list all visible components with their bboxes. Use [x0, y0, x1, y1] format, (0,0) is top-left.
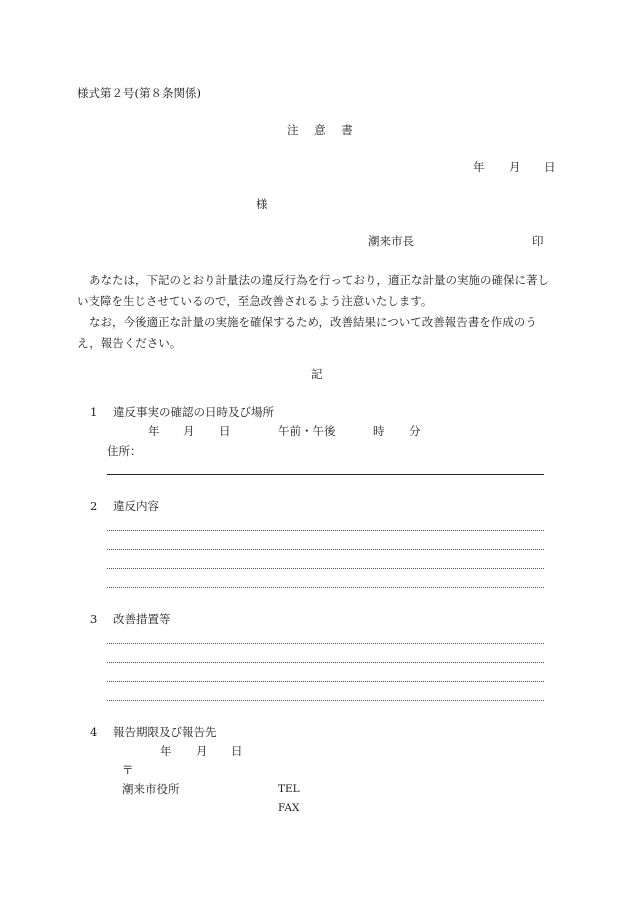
office-name: 潮来市役所	[122, 782, 180, 796]
section-2-dotted-line	[107, 568, 544, 569]
tel-label: TEL	[278, 783, 300, 795]
date-year: 年	[473, 160, 485, 174]
date-month: 月	[509, 160, 521, 174]
section-4-number: 4	[90, 725, 98, 739]
section-4-title: 報告期限及び報告先	[113, 725, 217, 739]
body-paragraph-2: なお，今後適正な計量の実施を確保するため，改善結果について改善報告書を作成のうえ，報告ください。	[77, 315, 537, 350]
body-paragraph-1: あなたは，下記のとおり計量法の違反行為を行っており，適正な計量の実施の確保に著しい支障を生じさせているので，至急改善されるよう注意いたします。	[77, 273, 549, 308]
section-3-dotted-line	[107, 662, 544, 663]
addressee-suffix: 様	[256, 197, 268, 211]
section-3-title: 改善措置等	[113, 612, 171, 626]
section-1-day: 日	[219, 424, 231, 438]
section-1-year: 年	[148, 424, 160, 438]
section-3-dotted-line	[107, 643, 544, 644]
seal-mark: 印	[532, 234, 544, 248]
section-4-year: 年	[160, 744, 172, 758]
ki-heading: 記	[311, 367, 323, 381]
section-1-number: 1	[90, 405, 98, 419]
section-2-title: 違反内容	[113, 499, 159, 513]
document-title: 注 意 書	[287, 123, 359, 137]
fax-label: FAX	[278, 802, 300, 814]
date-day: 日	[544, 160, 556, 174]
section-2-number: 2	[90, 499, 98, 513]
issuer-name: 潮来市長	[368, 234, 414, 248]
postal-mark: 〒	[122, 763, 134, 777]
section-1-hour: 時	[373, 424, 385, 438]
section-3-dotted-line	[107, 700, 544, 701]
section-1-ampm: 午前・午後	[278, 424, 336, 438]
section-2-dotted-line	[107, 530, 544, 531]
section-2-dotted-line	[107, 587, 544, 588]
section-3-number: 3	[90, 612, 98, 626]
section-4-month: 月	[196, 744, 208, 758]
section-2-dotted-line	[107, 549, 544, 550]
section-1-title: 違反事実の確認の日時及び場所	[113, 405, 274, 419]
section-1-address-label: 住所：	[107, 444, 142, 458]
section-1-minute: 分	[409, 424, 421, 438]
form-number: 様式第２号(第８条関係)	[77, 86, 201, 100]
section-4-day: 日	[231, 744, 243, 758]
address-line	[107, 474, 544, 475]
section-1-month: 月	[183, 424, 195, 438]
section-3-dotted-line	[107, 681, 544, 682]
